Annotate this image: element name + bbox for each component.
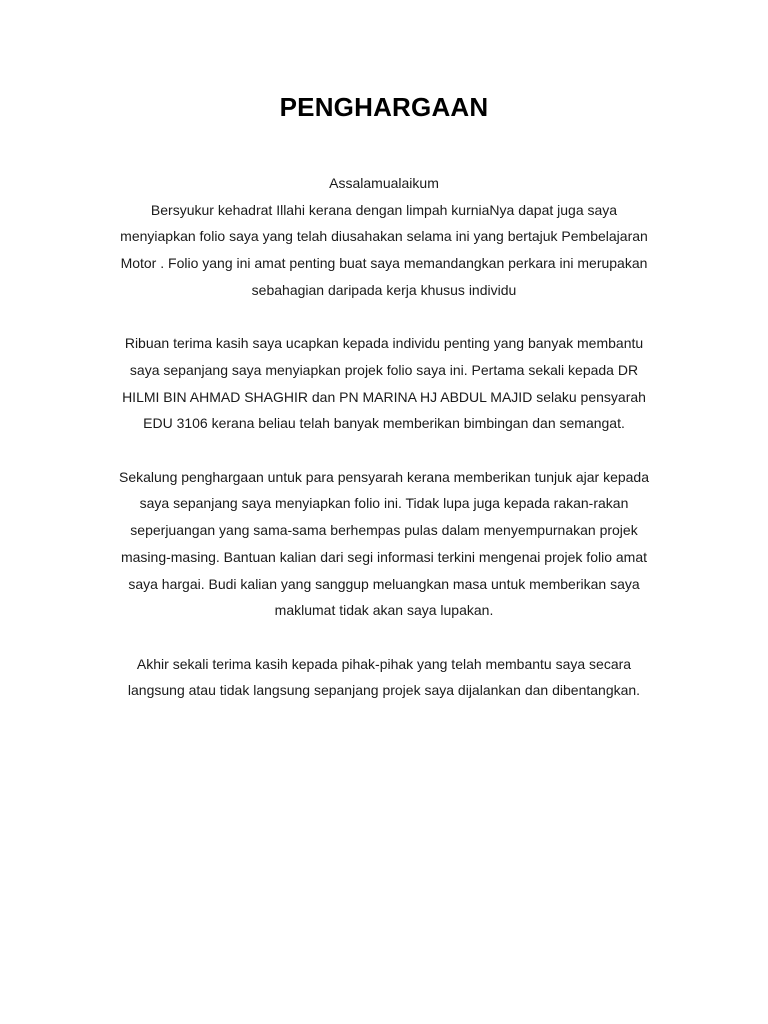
paragraph-line: HILMI BIN AHMAD SHAGHIR dan PN MARINA HJ ABDUL MAJID selaku pensyarah bbox=[122, 388, 646, 405]
paragraph-line: Akhir sekali terima kasih kepada pihak-pihak yang telah membantu saya secara bbox=[136, 655, 632, 672]
paragraph-4 bbox=[84, 651, 684, 704]
paragraph-line: sebahagian daripada kerja khusus individu bbox=[251, 281, 517, 298]
paragraph-line: Ribuan terima kasih saya ucapkan kepada individu penting yang banyak membantu bbox=[124, 335, 644, 352]
paragraph-spacer bbox=[84, 437, 684, 464]
paragraph-line: Bersyukur kehadrat Illahi kerana dengan limpah kurniaNya dapat juga saya bbox=[150, 201, 618, 218]
paragraph-line: saya hargai. Budi kalian yang sanggup meluangkan masa untuk memberikan saya bbox=[128, 575, 640, 592]
paragraph-3 bbox=[84, 464, 684, 624]
paragraph-spacer bbox=[84, 624, 684, 651]
paragraph-line: saya sepanjang saya menyiapkan folio ini. Tidak lupa juga kepada rakan-rakan bbox=[139, 495, 629, 512]
paragraph-line: saya sepanjang saya menyiapkan projek folio saya ini. Pertama sekali kepada DR bbox=[129, 361, 639, 378]
paragraph-line: menyiapkan folio saya yang telah diusahakan selama ini yang bertajuk Pembelajaran bbox=[120, 228, 648, 245]
paragraph-1 bbox=[84, 197, 684, 304]
paragraph-line: Motor . Folio yang ini amat penting buat saya memandangkan perkara ini merupakan bbox=[120, 255, 648, 272]
greeting-line: Assalamualaikum bbox=[329, 175, 439, 191]
paragraph-2 bbox=[84, 330, 684, 437]
paragraph-line: seperjuangan yang sama-sama berhempas pulas dalam menyempurnakan projek bbox=[130, 522, 638, 539]
paragraph-line: EDU 3106 kerana beliau telah banyak memberikan bimbingan dan semangat. bbox=[143, 415, 625, 432]
paragraph-line: langsung atau tidak langsung sepanjang projek saya dijalankan dan dibentangkan. bbox=[127, 682, 641, 699]
page-title: PENGHARGAAN bbox=[279, 92, 489, 122]
paragraph-line: Sekalung penghargaan untuk para pensyarah kerana memberikan tunjuk ajar kepada bbox=[118, 468, 650, 485]
paragraph-line: masing-masing. Bantuan kalian dari segi informasi terkini mengenai projek folio amat bbox=[120, 548, 648, 565]
document-body bbox=[84, 170, 684, 704]
paragraph-spacer bbox=[84, 304, 684, 331]
paragraph-line: maklumat tidak akan saya lupakan. bbox=[274, 602, 494, 619]
